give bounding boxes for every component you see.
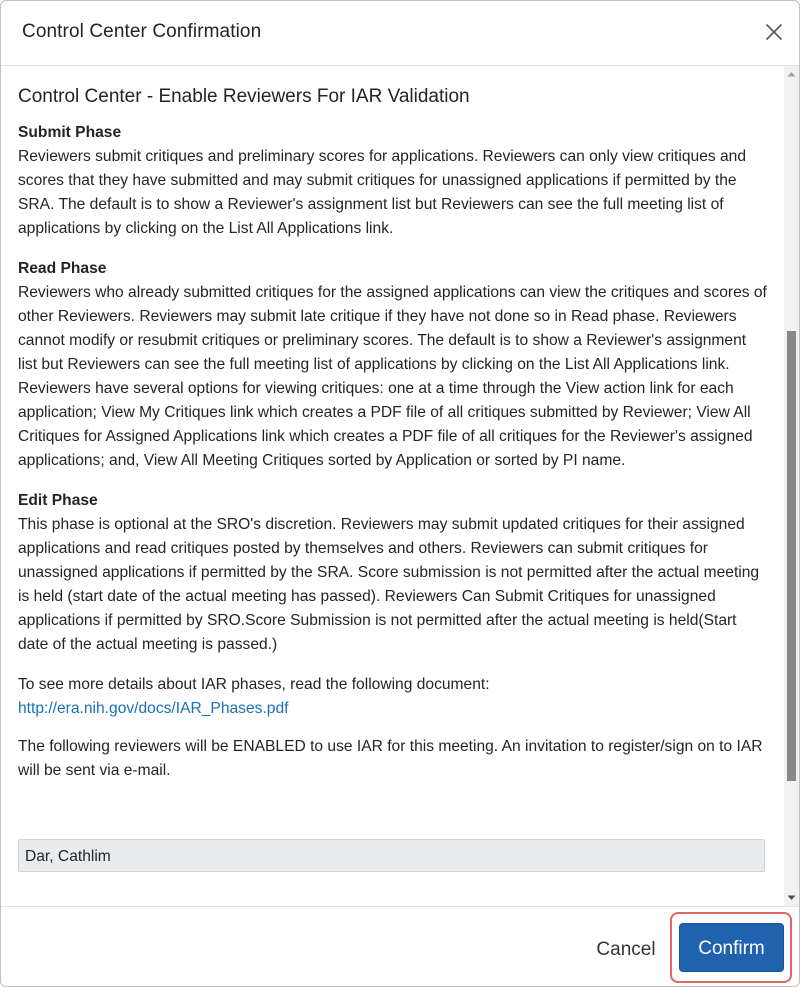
section-heading: Control Center - Enable Reviewers For IAR Validation: [18, 86, 470, 107]
reviewer-list-item: Dar, Cathlim: [18, 839, 765, 872]
submit-phase-text: Reviewers submit critiques and preliminary scores for applications. Reviewers can only view critiques and scores that they have submitted and may submit critiques for unassigned applications if permitted by the SRA. The default is to show a Reviewer's assignment list but Reviewers can see the full meeting list of applications by clicking on the List All Applications link.: [18, 148, 747, 237]
submit-phase-section: [18, 121, 768, 241]
scroll-up-arrow-icon[interactable]: [784, 66, 799, 83]
vertical-scrollbar[interactable]: [784, 66, 799, 906]
submit-phase-title: Submit Phase: [18, 124, 122, 141]
dialog-body: [1, 66, 784, 906]
more-details-section: [18, 673, 768, 721]
scrollbar-thumb[interactable]: [787, 331, 796, 781]
more-details-text: To see more details about IAR phases, read the following document:: [18, 676, 490, 693]
confirm-button[interactable]: Confirm: [679, 923, 784, 972]
dialog-title: Control Center Confirmation: [22, 21, 262, 42]
iar-phases-document-link[interactable]: http://era.nih.gov/docs/IAR_Phases.pdf: [18, 700, 289, 717]
read-phase-text: Reviewers who already submitted critiques for the assigned applications can view the critiques and scores of other Reviewers. Reviewers may submit late critique if they have not done so in Read phase. Reviewers cannot modify or resubmit critiques or preliminary scores. The default is to show a Reviewer's assignment list but Reviewers can see the full meeting list of applications by clicking on the List All Applications link. Reviewers have several options for viewing critiques: one at a time through the View action link for each application; View My Critiques link which creates a PDF file of all critiques submitted by Reviewer; View All Critiques for Assigned Applications link which creates a PDF file of all critiques for the Reviewer's assigned applications; and, View All Meeting Critiques sorted by Application or sorted by PI name.: [18, 284, 767, 469]
enabled-notice: The following reviewers will be ENABLED to use IAR for this meeting. An invitation to register/sign on to IAR will be sent via e-mail.: [18, 738, 763, 779]
edit-phase-text: This phase is optional at the SRO's discretion. Reviewers may submit updated critiques for their assigned applications and read critiques posted by themselves and others. Reviewers can submit critiques for unassigned applications if permitted by the SRA. Score submission is not permitted after the actual meeting is held (start date of the actual meeting has passed). Reviewers Can Submit Critiques for unassigned applications if permitted by SRO.Score Submission is not permitted after the actual meeting is held(Start date of the actual meeting is passed.): [18, 516, 760, 653]
cancel-button[interactable]: Cancel: [581, 929, 671, 969]
close-icon-glyph: [763, 21, 785, 43]
close-icon[interactable]: [763, 21, 785, 43]
read-phase-title: Read Phase: [18, 260, 107, 277]
edit-phase-section: [18, 489, 768, 657]
dialog-footer: [1, 906, 799, 987]
edit-phase-title: Edit Phase: [18, 492, 98, 509]
read-phase-section: [18, 257, 768, 473]
scroll-down-arrow-icon[interactable]: [784, 889, 799, 906]
dialog-header: [1, 1, 799, 66]
